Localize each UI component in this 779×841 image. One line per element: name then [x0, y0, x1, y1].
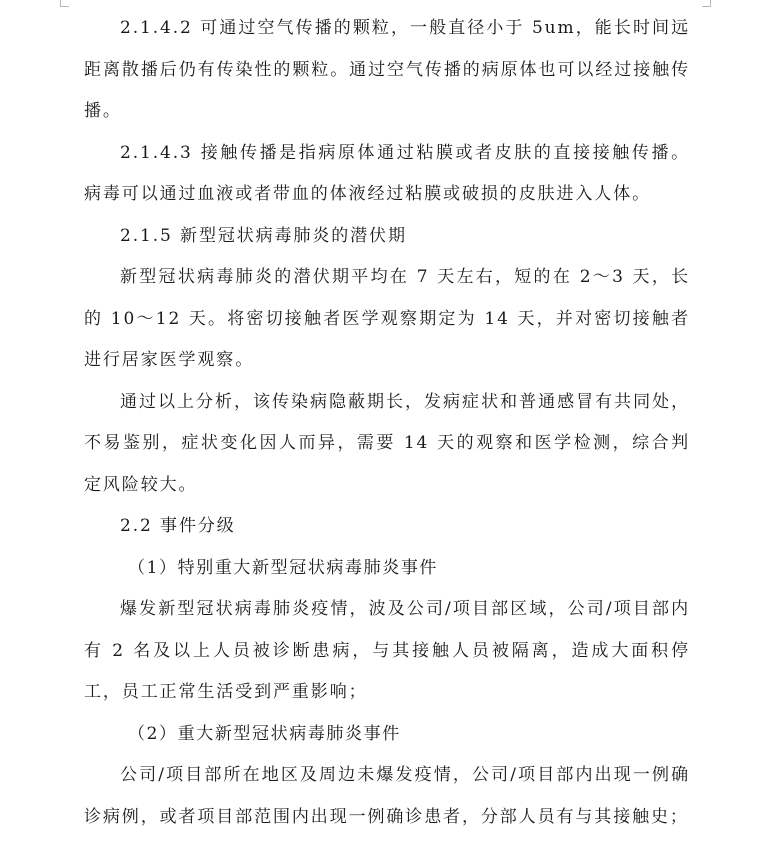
paragraph-2-1-4-3: 2.1.4.3 接触传播是指病原体通过粘膜或者皮肤的直接接触传播。病毒可以通过血液或者带血的体液经过粘膜或破损的皮肤进入人体。 — [84, 142, 690, 204]
page-corner-mark-left — [60, 0, 69, 7]
paragraph-level-2-description: 公司/项目部所在地区及周边未爆发疫情，公司/项目部内出现一例确诊病例，或者项目部范围内出现一例确诊患者，分部人员有与其接触史； — [84, 765, 690, 827]
heading-2-1-5: 2.1.5 新型冠状病毒肺炎的潜伏期 — [120, 225, 407, 246]
heading-2-2-event-grading: 2.2 事件分级 — [120, 516, 236, 536]
heading-level-2-event: （2）重大新型冠状病毒肺炎事件 — [128, 723, 401, 744]
page-corner-mark-right — [702, 0, 711, 7]
paragraph-2-1-4-2: 2.1.4.2 可通过空气传播的颗粒，一般直径小于 5um，能长时间远距离散播后仍有传染性的颗粒。通过空气传播的病原体也可以经过接触传播。 — [84, 18, 690, 121]
paragraph-level-1-description: 爆发新型冠状病毒肺炎疫情，波及公司/项目部区域，公司/项目部内有 2 名及以上人员被诊断患病，与其接触人员被隔离，造成大面积停工，员工正常生活受到严重影响； — [84, 599, 690, 702]
paragraph-analysis-summary: 通过以上分析，该传染病隐蔽期长，发病症状和普通感冒有共同处，不易鉴别，症状变化因人而异，需要 14 天的观察和医学检测，综合判定风险较大。 — [84, 391, 690, 495]
heading-level-1-event: （1）特别重大新型冠状病毒肺炎事件 — [128, 557, 439, 578]
document-page — [84, 8, 690, 838]
paragraph-incubation-period: 新型冠状病毒肺炎的潜伏期平均在 7 天左右，短的在 2～3 天，长的 10～12 天。将密切接触者医学观察期定为 14 天，并对密切接触者进行居家医学观察。 — [84, 267, 690, 370]
